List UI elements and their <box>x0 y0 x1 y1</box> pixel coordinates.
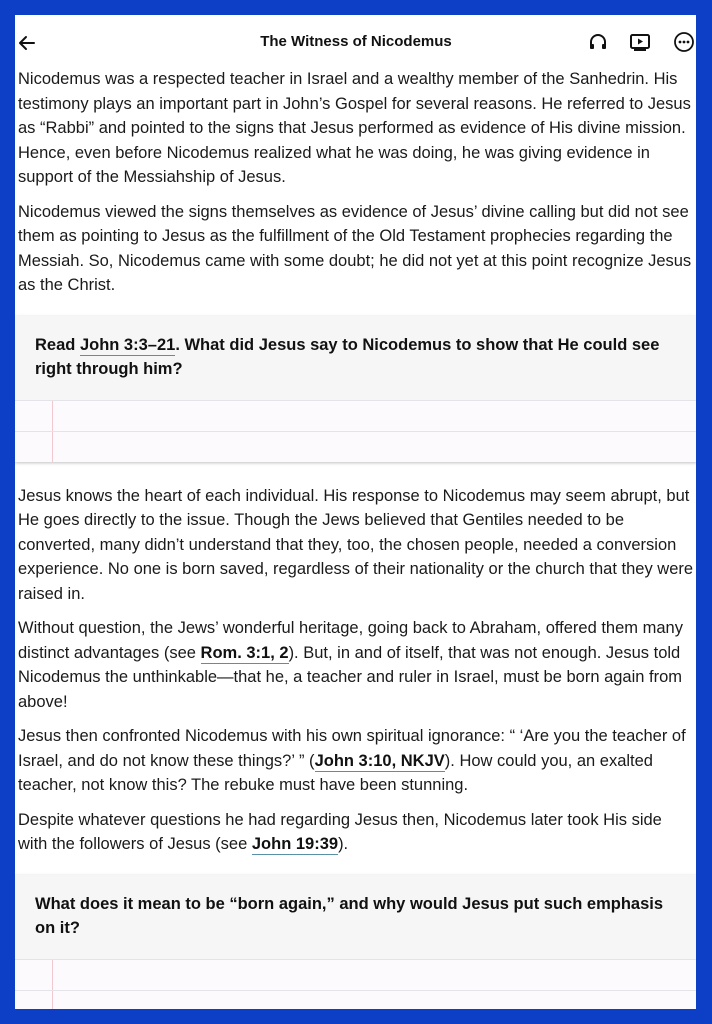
answer-field-1[interactable] <box>15 400 696 462</box>
paragraph-5-text-end: ). How could you, an exalted teacher, not know this? The rebuke must have been stunning. <box>18 751 653 794</box>
question-1-suffix: . What did Jesus say to Nicodemus to show that He could see right through him? <box>35 335 660 378</box>
paragraph-4-text: Without question, the Jews’ wonderful heritage, going back to Abraham, offered them many distinct advantages (see <box>18 619 683 662</box>
back-arrow-icon[interactable] <box>15 29 39 55</box>
paragraph-6-text-end: ). <box>338 835 349 853</box>
page-title: The Witness of Nicodemus <box>260 33 452 50</box>
play-video-icon[interactable] <box>629 31 653 55</box>
scripture-link-john-19-39[interactable]: John 19:39 <box>251 835 339 853</box>
question-box-2 <box>15 875 696 1010</box>
paragraph-5 <box>18 724 694 798</box>
answer-line <box>15 400 696 431</box>
answer-field-2[interactable] <box>15 959 696 1010</box>
headphones-icon[interactable] <box>587 31 611 55</box>
question-box-1 <box>15 316 696 462</box>
question-1-text <box>15 316 696 400</box>
scripture-link-john-3-10[interactable]: John 3:10, NKJV <box>314 751 445 770</box>
top-bar <box>15 15 696 71</box>
answer-line <box>15 990 696 1010</box>
question-1-prefix: Read <box>35 335 80 354</box>
answer-line <box>15 431 696 462</box>
paragraph-5-text: Jesus then confronted Nicodemus with his own spiritual ignorance: “ ‘Are you the teacher of Israel, and do not know these things?’ ” ( <box>18 727 686 770</box>
more-icon[interactable] <box>673 31 696 55</box>
paragraph-2: Nicodemus viewed the signs themselves as evidence of Jesus’ divine calling but did not see them as pointing to Jesus as the fulfillment of the Old Testament prophecies regarding the Messiah. So, Nicodemus came with some doubt; he did not yet at this point recognize Jesus as the Christ. <box>18 202 692 294</box>
scripture-link-rom-3-1-2[interactable]: Rom. 3:1, 2 <box>200 643 289 662</box>
paragraph-3: Jesus knows the heart of each individual. His response to Nicodemus may seem abrupt, but He goes directly to the issue. Though the Jews believed that Gentiles needed to be converted, many didn’t understand that they, too, the chosen people, needed a conversion experience. No one is born saved, regardless of their nationality or the church that they were raised in. <box>18 486 694 603</box>
paragraph-4-text-end: ). But, in and of itself, that was not enough. Jesus told Nicodemus the unthinkable—that he, a teacher and ruler in Israel, must be born again from above! <box>18 643 683 711</box>
paragraph-6 <box>18 808 694 857</box>
paragraph-4 <box>18 616 694 714</box>
reader-window <box>15 15 696 1009</box>
scripture-link-john-3-3-21[interactable]: John 3:3–21 <box>79 335 176 354</box>
paragraph-1: Nicodemus was a respected teacher in Israel and a wealthy member of the Sanhedrin. His testimony plays an important part in John’s Gospel for several reasons. He referred to Jesus as “Rabbi” and pointed to the signs that Jesus performed as evidence of His divine mission. Hence, even before Nicodemus realized what he was doing, he was giving evidence in support of the Messiahship of Jesus. <box>18 70 691 186</box>
answer-line <box>15 959 696 990</box>
paragraph-6-text: Despite whatever questions he had regarding Jesus then, Nicodemus later took His side with the followers of Jesus (see <box>18 810 662 853</box>
question-2-text: What does it mean to be “born again,” and why would Jesus put such emphasis on it? <box>35 894 664 937</box>
lesson-content <box>18 67 694 1009</box>
